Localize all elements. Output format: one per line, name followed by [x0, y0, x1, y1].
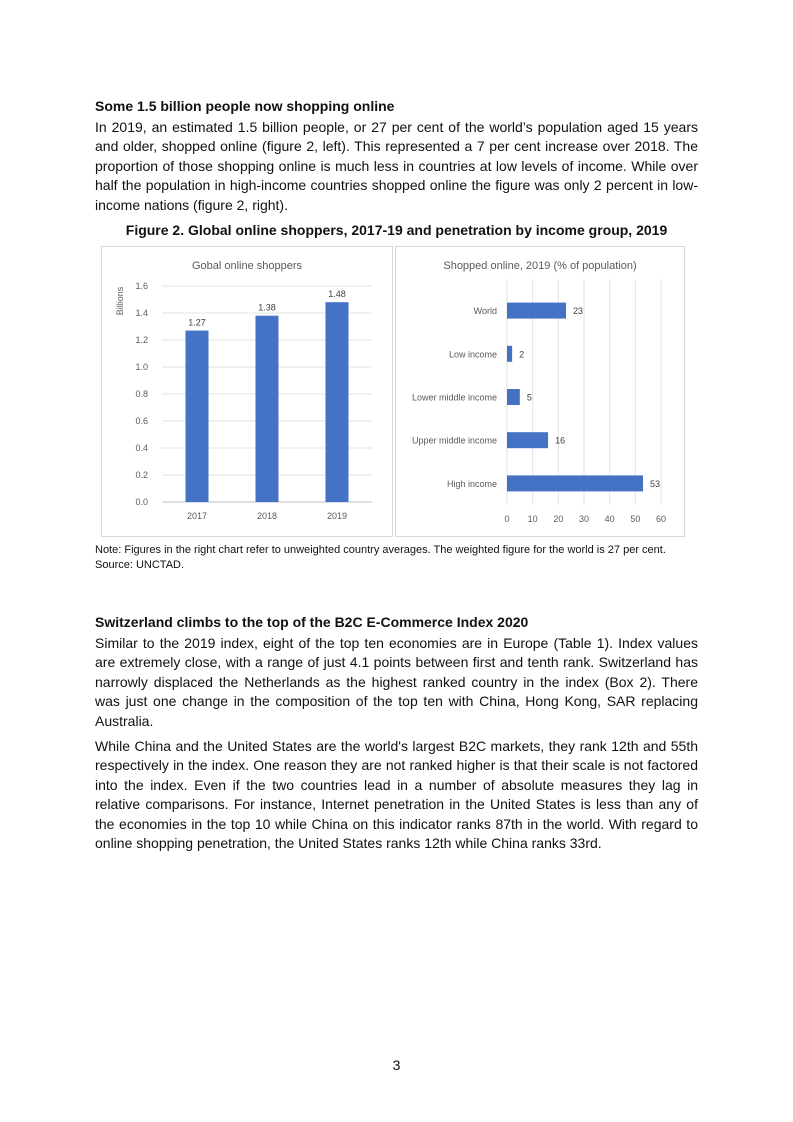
bar-value-label: 5: [526, 392, 532, 403]
x-tick-label: 2018: [256, 511, 278, 522]
bar-high-income: [507, 475, 643, 491]
chart-global-shoppers-svg: [102, 247, 392, 536]
paragraph-shoppers: In 2019, an estimated 1.5 billion people, or 27 per cent of the world’s population aged 15 years and older, shopped online (figure 2, left). This represented a 7 per cent increase over 2018. The proportion of those shopping online is much less in countries at low levels of income. While over half the population in high-income countries shopped online the figure was only 2 percent in low-income nations (figure 2, right).: [95, 119, 698, 213]
bar-value-label: 16: [555, 435, 566, 446]
chart-ylabel-left: Billions: [115, 286, 125, 316]
y-tick-label: 0.0: [135, 497, 148, 508]
bar-2018: [256, 316, 279, 502]
figure-source: Source: UNCTAD.: [95, 559, 185, 572]
section-heading-index: Switzerland climbs to the top of the B2C E-Commerce Index 2020: [95, 614, 529, 631]
category-label: High income: [446, 478, 497, 489]
bar-value-label: 2: [519, 349, 525, 360]
category-label: World: [473, 306, 497, 317]
x-tick-label: 10: [527, 514, 538, 525]
bar-value-label: 1.27: [188, 317, 206, 328]
paragraph-index-1: Similar to the 2019 index, eight of the top ten economies are in Europe (Table 1). Index values are extremely close, with a range of just 4.1 points between first and tenth rank. Switzerland has narrowly displaced the Netherlands as the highest ranked country in the index (Box 2). There was just one change in the composition of the top ten with China, Hong Kong, SAR replacing Australia.: [95, 635, 698, 729]
x-tick-label: 40: [604, 514, 615, 525]
y-tick-label: 1.2: [135, 335, 148, 346]
bar-value-label: 53: [650, 478, 661, 489]
figure-title: Figure 2. Global online shoppers, 2017-19 and penetration by income group, 2019: [125, 222, 668, 239]
x-tick-label: 2019: [326, 511, 348, 522]
section-heading-shoppers: Some 1.5 billion people now shopping online: [95, 98, 395, 114]
y-tick-label: 1.0: [135, 362, 148, 373]
figure-note-text: Note: Figures in the right chart refer to unweighted country averages. The weighted figure for the world is 27 per cent.: [95, 544, 666, 557]
page-number: 3: [392, 1057, 401, 1073]
chart-global-shoppers: [101, 246, 393, 537]
x-tick-label: 2017: [186, 511, 208, 522]
category-label: Low income: [448, 349, 497, 360]
figure-charts: [101, 246, 685, 537]
x-tick-label: 60: [655, 514, 667, 525]
y-tick-label: 0.2: [135, 470, 148, 481]
y-tick-label: 1.6: [135, 281, 148, 292]
x-tick-label: 0: [504, 514, 510, 525]
chart-income-penetration: [395, 246, 685, 537]
x-tick-label: 20: [553, 514, 564, 525]
bar-2017: [186, 331, 209, 502]
bar-value-label: 1.48: [328, 289, 346, 300]
page-content: [95, 96, 698, 854]
figure-note: [95, 543, 698, 573]
chart-title-left: Gobal online shoppers: [191, 260, 303, 273]
paragraph-index-2: While China and the United States are the world's largest B2C markets, they rank 12th and 55th respectively in the index. One reason they are not ranked higher is that their scale is not factored into the index. Even if the two countries lead in a number of absolute measures they lag in relative comparisons. For instance, Internet penetration in the United States is less than any of the economies in the top 10 while China on this indicator ranks 87th in the world. With regard to online shopping penetration, the United States ranks 12th while China ranks 33rd.: [95, 738, 698, 852]
x-tick-label: 50: [630, 514, 641, 525]
category-label: Lower middle income: [411, 392, 497, 403]
bar-value-label: 23: [573, 306, 584, 317]
y-tick-label: 0.6: [135, 416, 148, 427]
chart-income-penetration-svg: [396, 247, 684, 536]
y-tick-label: 0.8: [135, 389, 148, 400]
bar-world: [507, 303, 566, 319]
bar-upper-middle-income: [507, 432, 548, 448]
bar-2019: [326, 302, 349, 502]
x-tick-label: 30: [578, 514, 590, 525]
chart-title-right: Shopped online, 2019 (% of population): [443, 260, 637, 273]
y-tick-label: 0.4: [135, 443, 148, 454]
bar-low-income: [507, 346, 512, 362]
category-label: Upper middle income: [411, 435, 497, 446]
y-tick-label: 1.4: [135, 308, 148, 319]
bar-lower-middle-income: [507, 389, 520, 405]
bar-value-label: 1.38: [258, 302, 276, 313]
